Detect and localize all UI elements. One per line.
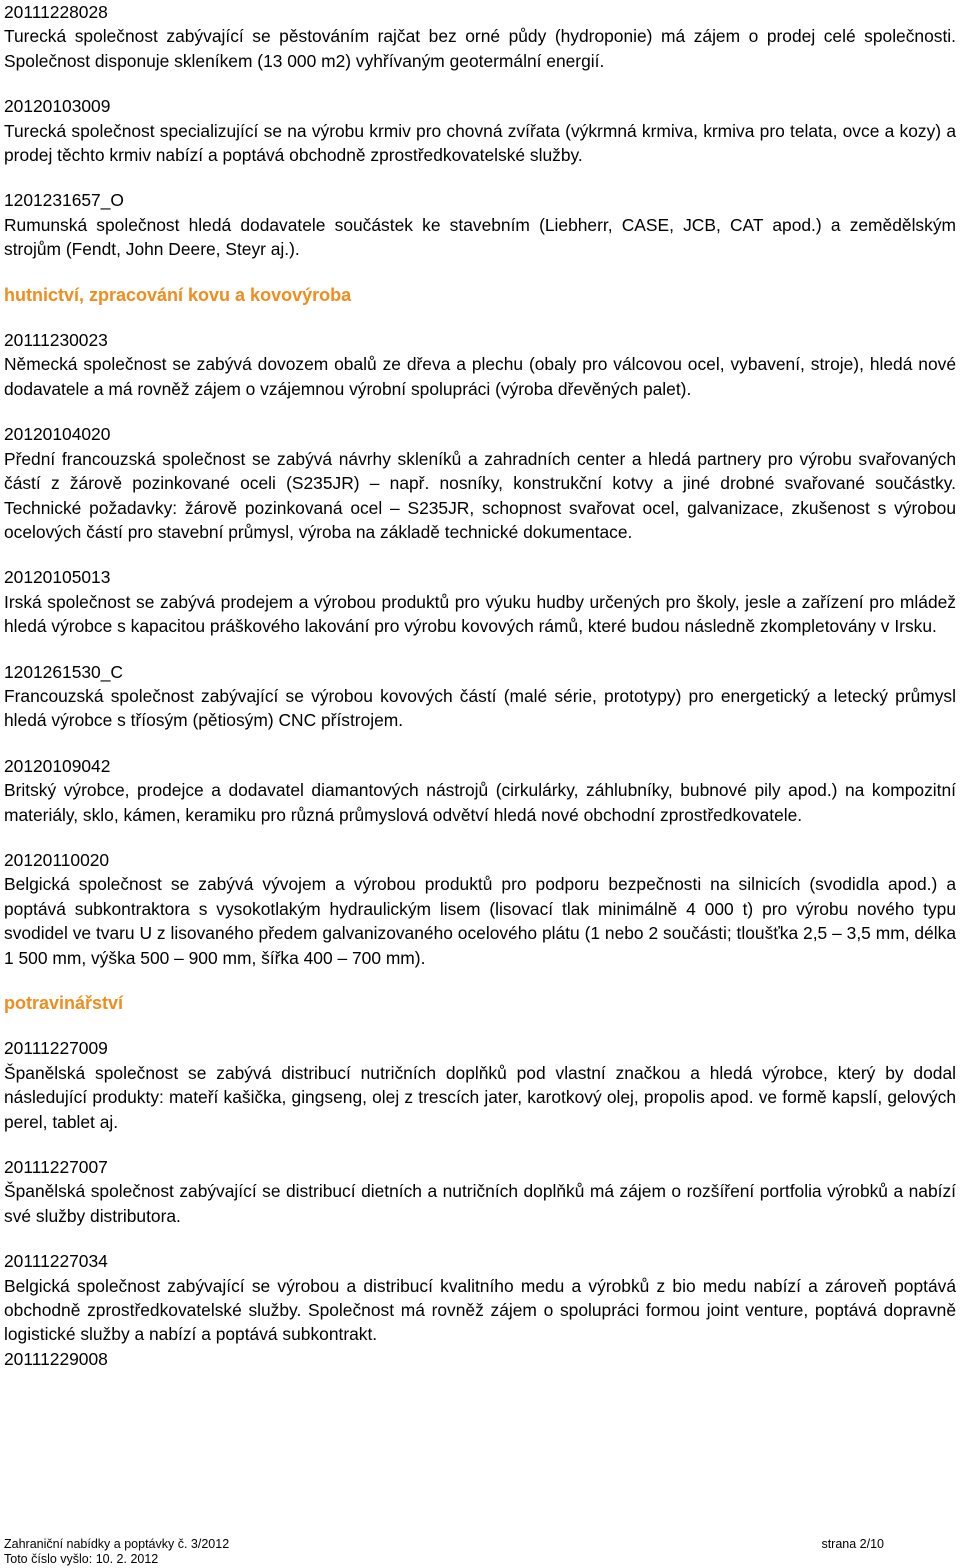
section-heading-metal: hutnictví, zpracování kovu a kovovýroba <box>4 284 352 305</box>
entry <box>4 1347 956 1371</box>
entry-id: 20111230023 <box>4 330 108 351</box>
entry <box>4 1036 956 1134</box>
footer-page-number: strana 2/10 <box>821 1537 884 1551</box>
entry-text: Přední francouzská společnost se zabývá návrhy skleníků a zahradních center a hledá partnery pro výrobu svařovaných částí z žárově pozinkované oceli (S235JR) – např. nosníky, konstrukční kotvy a jiné drobné svařované součástky. Technické požadavky: žárově pozinkovaná ocel – S235JR, schopnost svařovat ocel, galvanizace, zkušenost s výrobou ocelových částí pro stavební průmysl, výroba na základě technické dokumentace. <box>4 448 956 542</box>
entry-id: 20111227034 <box>4 1251 108 1272</box>
entry-text: Rumunská společnost hledá dodavatele součástek ke stavebním (Liebherr, CASE, JCB, CAT apod.) a zemědělským strojům (Fendt, John Deere, Steyr aj.). <box>4 214 956 260</box>
footer-title: Zahraniční nabídky a poptávky č. 3/2012 <box>4 1537 230 1551</box>
entry-text: Turecká společnost zabývající se pěstováním rajčat bez orné půdy (hydroponie) má zájem o prodej celé společnosti. Společnost disponuje skleníkem (13 000 m2) vyhřívaným geotermální energií. <box>4 26 956 71</box>
entry <box>4 1249 956 1347</box>
footer-issue-date: Toto číslo vyšlo: 10. 2. 2012 <box>4 1551 159 1566</box>
entry <box>4 0 956 73</box>
entry <box>4 94 956 167</box>
entry-id: 20111227007 <box>4 1157 108 1178</box>
entry <box>4 754 956 827</box>
entry-id: 20120110020 <box>4 849 110 870</box>
entry <box>4 422 956 544</box>
section-heading-food: potravinářství <box>4 993 124 1013</box>
entry-id: 20120103009 <box>4 96 111 117</box>
document-body <box>4 0 956 1371</box>
entry-text: Irská společnost se zabývá prodejem a výrobou produktů pro výuku hudby určených pro školy, jesle a zařízení pro mládež hledá výrobce s kapacitou práškového lakování pro výrobu kovových rámů, které budou následně zkompletovány v Irsku. <box>4 591 956 637</box>
entry <box>4 660 956 733</box>
entry-text: Španělská společnost se zabývá distribucí nutričních doplňků pod vlastní značkou a hledá výrobce, který by dodal následující produkty: mateří kašička, gingseng, olej z trescích jater, karotkový olej, propolis apod. ve formě kapslí, gelových perel, tablet aj. <box>4 1062 956 1132</box>
entry-id: 20120104020 <box>4 424 111 445</box>
entry-id: 20120109042 <box>4 755 111 776</box>
entry-text: Belgická společnost zabývající se výrobou a distribucí kvalitního medu a výrobků z bio medu nabízí a zároveň poptává obchodně zprostředkovatelské služby. Společnost má rovněž zájem o spolupráci formou joint venture, poptává dopravně logistické služby a nabízí a poptává subkontrakt. <box>4 1275 956 1345</box>
entry-text: Německá společnost se zabývá dovozem obalů ze dřeva a plechu (obaly pro válcovou ocel, vybavení, stroje), hledá nové dodavatele a má rovněž zájem o vzájemnou výrobní spolupráci (výroba dřevěných palet). <box>4 354 956 399</box>
entry-text: Turecká společnost specializující se na výrobu krmiv pro chovná zvířata (výkrmná krmiva, krmiva pro telata, ovce a kozy) a prodej těchto krmiv nabízí a poptává obchodně zprostředkovatelské služby. <box>4 120 956 166</box>
entry-text: Francouzská společnost zabývající se výrobou kovových částí (malé série, prototypy) pro energetický a letecký průmysl hledá výrobce s tříosým (pětiosým) CNC přístrojem. <box>4 685 956 731</box>
entry-id: 1201261530_C <box>4 661 123 682</box>
entry-id: 20120105013 <box>4 567 111 588</box>
entry-text: Španělská společnost zabývající se distribucí dietních a nutričních doplňků má zájem o rozšíření portfolia výrobků a nabízí své služby distributora. <box>4 1181 956 1226</box>
entry <box>4 328 956 401</box>
entry-id: 20111228028 <box>4 2 108 22</box>
entry-id: 20111227009 <box>4 1038 108 1059</box>
entry-id: 20111229008 <box>4 1348 108 1369</box>
entry-text: Belgická společnost se zabývá vývojem a výrobou produktů pro podporu bezpečnosti na silnicích (svodidla apod.) a poptává subkontraktora s vysokotlakým hydraulickým lisem (lisovací tlak minimálně 4 000 t) pro výrobu nového typu svodidel ve tvaru U z lisovaného předem galvanizovaného ocelového plátu (1 nebo 2 součásti; tloušťka 2,5 – 3,5 mm, délka 1 500 mm, výška 500 – 900 mm, šířka 400 – 700 mm). <box>4 874 956 968</box>
entry <box>4 848 956 970</box>
entry <box>4 1155 956 1228</box>
entry <box>4 188 956 261</box>
entry <box>4 565 956 638</box>
entry-text: Britský výrobce, prodejce a dodavatel diamantových nástrojů (cirkulárky, záhlubníky, bubnové pily apod.) na kompozitní materiály, sklo, kámen, keramiku pro různá průmyslová odvětví hledá nové obchodní zprostředkovatele. <box>4 780 956 825</box>
entry-id: 1201231657_O <box>4 190 124 211</box>
page-footer <box>4 1537 884 1566</box>
